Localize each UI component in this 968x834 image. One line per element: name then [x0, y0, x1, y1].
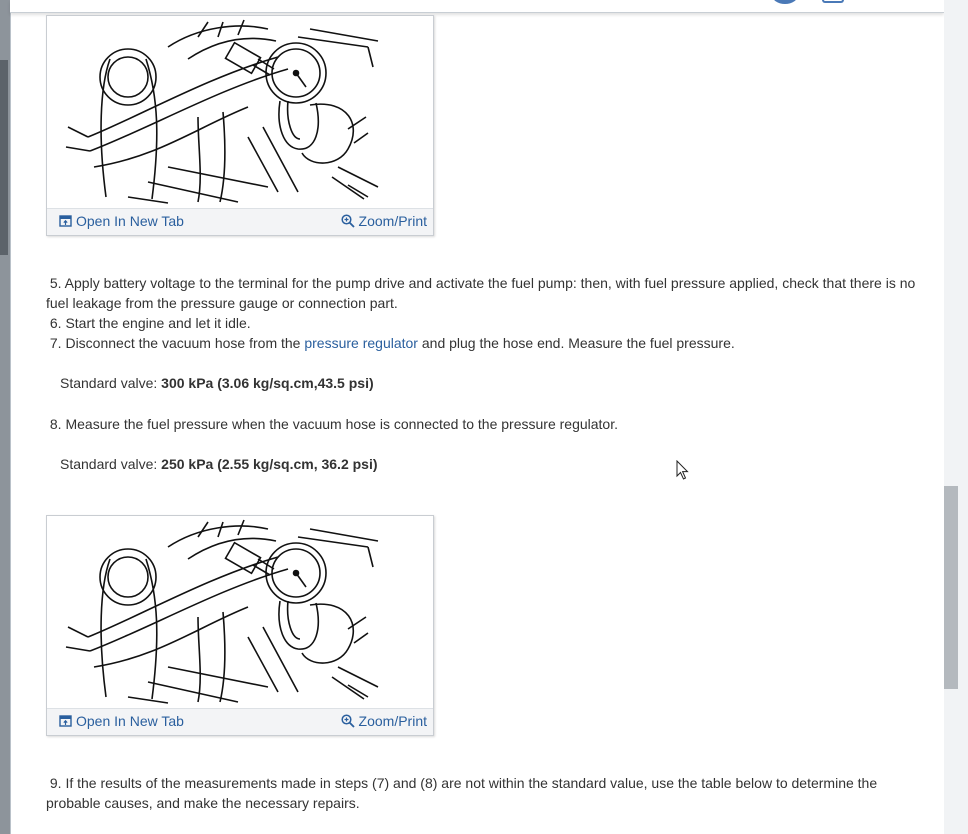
magnifier-plus-icon — [341, 714, 355, 728]
standard-value-1-value: 300 kPa (3.06 kg/sq.cm,43.5 psi) — [161, 375, 374, 391]
open-in-new-tab-icon — [59, 215, 72, 227]
right-scrollbar[interactable] — [944, 0, 968, 834]
step-9-text — [46, 773, 916, 813]
open-in-new-tab-icon — [59, 715, 72, 727]
fuel-gauge-diagram — [48, 517, 432, 707]
user-avatar-icon[interactable] — [772, 0, 798, 4]
step-5-text — [46, 273, 916, 313]
step-8-content: 8. Measure the fuel pressure when the vacuum hose is connected to the pressure regulator. — [49, 416, 618, 432]
open-in-new-tab-button[interactable] — [59, 213, 184, 229]
magnifier-plus-icon — [341, 214, 355, 228]
step-5-content: 5. Apply battery voltage to the terminal for the pump drive and activate the fuel pump: then, with fuel pressure applied, check that there is no fuel leakage from the pressure gauge or connection part. — [46, 275, 916, 311]
step-8-text — [46, 414, 916, 434]
zoom-print-button[interactable] — [341, 713, 427, 729]
open-in-new-tab-label: Open In New Tab — [76, 213, 184, 229]
step-7-before: 7. Disconnect the vacuum hose from the — [49, 335, 305, 351]
step-7-text — [46, 333, 916, 353]
figure-fuel-pressure-gauge-top — [46, 15, 434, 236]
step-9-content: 9. If the results of the measurements made in steps (7) and (8) are not within the standard value, use the table below to determine the probable causes, and make the necessary repairs. — [46, 775, 878, 811]
figure-toolbar — [47, 208, 433, 235]
standard-value-2-value: 250 kPa (2.55 kg/sq.cm, 36.2 psi) — [161, 456, 378, 472]
toolbar-icon[interactable] — [822, 0, 844, 3]
pressure-regulator-link[interactable]: pressure regulator — [304, 335, 418, 351]
zoom-print-label: Zoom/Print — [358, 713, 427, 729]
open-in-new-tab-label: Open In New Tab — [76, 713, 184, 729]
standard-value-2 — [60, 454, 378, 474]
figure-toolbar — [47, 708, 433, 735]
left-scrollbar-thumb[interactable] — [0, 60, 8, 255]
step-7-after: and plug the hose end. Measure the fuel pressure. — [417, 335, 735, 351]
left-scrollbar[interactable] — [0, 0, 10, 834]
zoom-print-label: Zoom/Print — [358, 213, 427, 229]
right-scrollbar-thumb[interactable] — [944, 486, 958, 689]
fuel-gauge-diagram — [48, 17, 432, 207]
top-toolbar-edge — [10, 0, 944, 13]
standard-value-1-label: Standard valve: — [60, 375, 162, 391]
mouse-pointer-icon — [676, 460, 690, 482]
step-6-content: 6. Start the engine and let it idle. — [49, 315, 251, 331]
zoom-print-button[interactable] — [341, 213, 427, 229]
open-in-new-tab-button[interactable] — [59, 713, 184, 729]
step-6-text — [46, 313, 916, 333]
standard-value-1 — [60, 373, 374, 393]
standard-value-2-label: Standard valve: — [60, 456, 162, 472]
figure-fuel-pressure-gauge-bottom — [46, 515, 434, 736]
